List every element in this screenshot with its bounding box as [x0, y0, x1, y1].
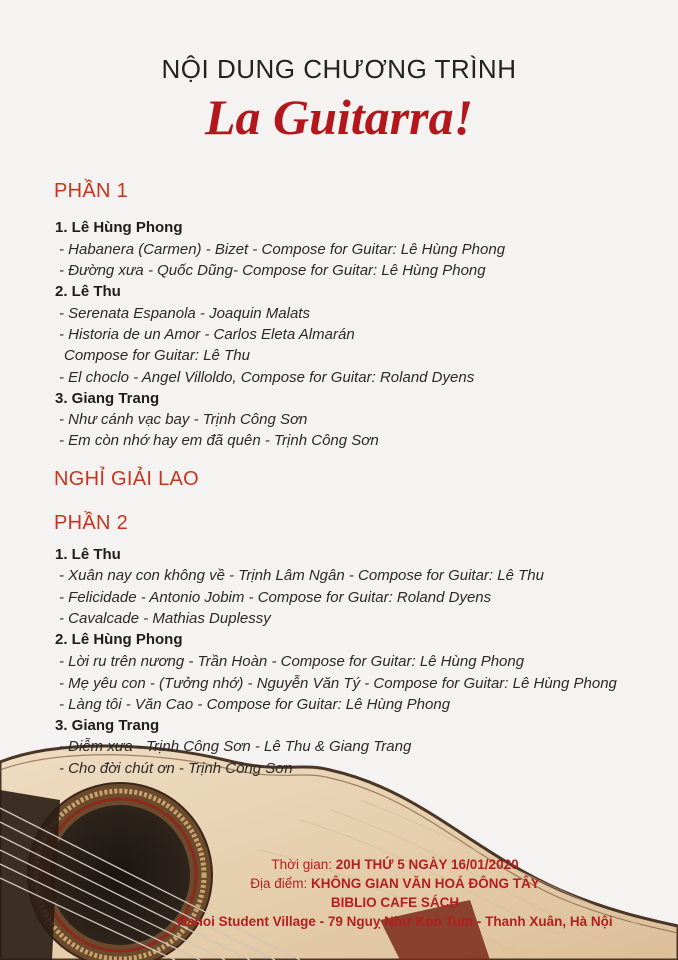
piece-item: - Xuân nay con không về - Trịnh Lâm Ngân - Compose for Guitar: Lê Thu [59, 567, 544, 584]
piece-item: - Lời ru trên nương - Trần Hoàn - Compose for Guitar: Lê Hùng Phong [59, 653, 525, 670]
piece-item: - Historia de un Amor - Carlos Eleta Almarán [59, 326, 355, 343]
performer-name: 1. Lê Hùng Phong [55, 219, 183, 236]
event-time [0, 857, 678, 872]
event-venue [0, 876, 678, 891]
piece-item: - Cavalcade - Mathias Duplessy [59, 610, 271, 627]
piece-item: - Em còn nhớ hay em đã quên - Trịnh Công Sơn [59, 432, 379, 449]
venue-value: KHÔNG GIAN VĂN HOÁ ĐÔNG TÂY [311, 876, 540, 891]
intermission-heading: NGHỈ GIẢI LAO [54, 468, 200, 490]
performer-name: 2. Lê Thu [55, 283, 121, 300]
performer-name: 3. Giang Trang [55, 717, 160, 734]
piece-item: - Felicidade - Antonio Jobim - Compose for Guitar: Roland Dyens [59, 589, 492, 606]
piece-item: - Diễm xưa - Trịnh Công Sơn - Lê Thu & Giang Trang [59, 738, 412, 755]
time-label: Thời gian: [271, 857, 333, 872]
concert-title: La Guitarra! [204, 89, 474, 145]
performer-name: 2. Lê Hùng Phong [55, 631, 183, 648]
piece-item: - Mẹ yêu con - (Tưởng nhớ) - Nguyễn Văn Tý - Compose for Guitar: Lê Hùng Phong [59, 675, 617, 692]
piece-item: Compose for Guitar: Lê Thu [64, 347, 250, 364]
piece-item: - El choclo - Angel Villoldo, Compose for Guitar: Roland Dyens [59, 369, 475, 386]
piece-item: - Như cánh vạc bay - Trịnh Công Sơn [59, 411, 308, 428]
piece-item: - Cho đời chút ơn - Trịnh Công Sơn [59, 760, 293, 777]
program-heading: NỘI DUNG CHƯƠNG TRÌNH [161, 54, 517, 84]
venue-name: BIBLIO CAFE SÁCH [330, 895, 460, 910]
piece-item: - Đường xưa - Quốc Dũng- Compose for Guitar: Lê Hùng Phong [59, 262, 486, 279]
venue-address: Hanoi Student Village - 79 Nguỵ Như Kon Tum - Thanh Xuân, Hà Nội [177, 914, 613, 929]
part-2-heading: PHẦN 2 [54, 512, 129, 534]
piece-item: - Làng tôi - Văn Cao - Compose for Guitar: Lê Hùng Phong [59, 696, 451, 713]
performer-name: 1. Lê Thu [55, 546, 121, 563]
time-value: 20H THỨ 5 NGÀY 16/01/2020 [335, 857, 519, 872]
venue-label: Địa điểm: [250, 876, 308, 891]
piece-item: - Serenata Espanola - Joaquin Malats [59, 305, 310, 322]
piece-item: - Habanera (Carmen) - Bizet - Compose for Guitar: Lê Hùng Phong [59, 241, 506, 258]
performer-name: 3. Giang Trang [55, 390, 160, 407]
part-1-heading: PHẦN 1 [54, 180, 129, 202]
